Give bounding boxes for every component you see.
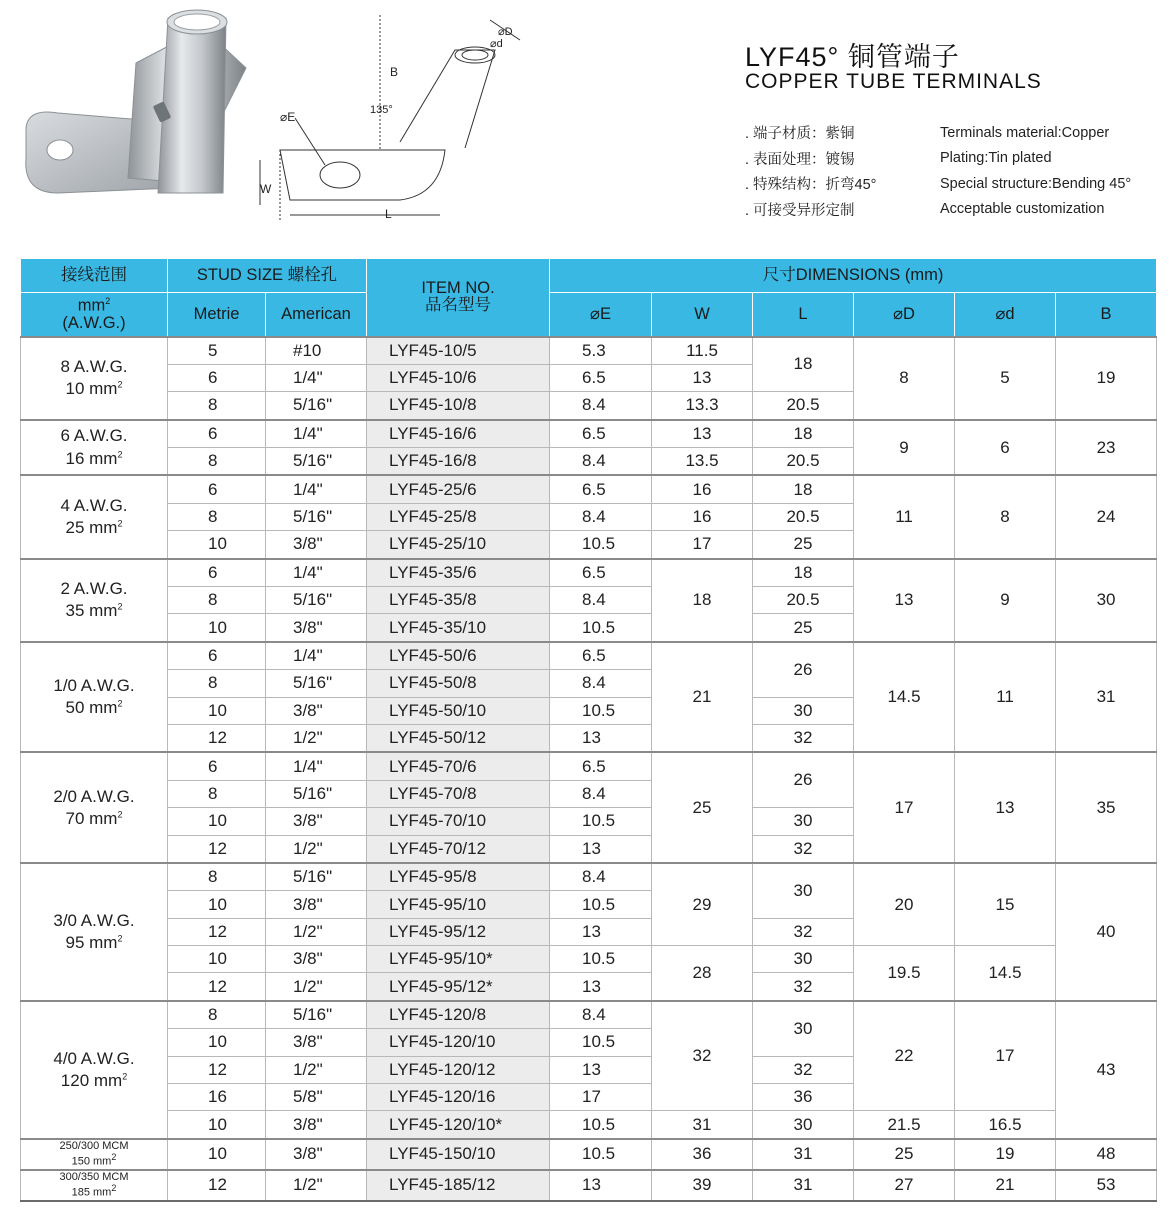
d-cell: 14.5 <box>955 946 1056 1001</box>
l-cell: 30 <box>753 1111 854 1139</box>
D-cell: 27 <box>854 1170 955 1201</box>
w-cell: 31 <box>652 1111 753 1139</box>
metric-cell: 12 <box>168 1056 266 1083</box>
item-cell: LYF45-70/12 <box>367 835 550 863</box>
w-cell: 13 <box>652 420 753 448</box>
header-W: W <box>652 293 753 337</box>
e-cell: 10.5 <box>550 1111 652 1139</box>
item-cell: LYF45-35/6 <box>367 559 550 587</box>
american-cell: 1/4" <box>266 420 367 448</box>
item-cell: LYF45-185/12 <box>367 1170 550 1201</box>
D-cell: 22 <box>854 1001 955 1111</box>
metric-cell: 10 <box>168 1139 266 1170</box>
d-cell: 13 <box>955 752 1056 863</box>
metric-cell: 12 <box>168 835 266 863</box>
range-cell: 250/300 MCM 150 $mm^2$ <box>21 1139 168 1170</box>
american-cell: 5/16" <box>266 780 367 807</box>
e-cell: 8.4 <box>550 863 652 891</box>
header-stud: STUD SIZE 螺栓孔 <box>168 259 367 293</box>
item-cell: LYF45-10/6 <box>367 364 550 391</box>
header-D: ⌀D <box>854 293 955 337</box>
spec-cn: . 端子材质：紫铜 <box>745 126 855 143</box>
D-cell: 19.5 <box>854 946 955 1001</box>
american-cell: 3/8" <box>266 891 367 918</box>
metric-cell: 8 <box>168 863 266 891</box>
l-cell: 26 <box>753 752 854 807</box>
w-cell: 16 <box>652 475 753 503</box>
item-cell: LYF45-10/8 <box>367 392 550 420</box>
label-L: L <box>385 207 392 221</box>
range-cell: 1/0 A.W.G. 50 $mm^2$ <box>21 642 168 753</box>
metric-cell: 8 <box>168 587 266 614</box>
item-cell: LYF45-50/6 <box>367 642 550 670</box>
l-cell: 26 <box>753 642 854 697</box>
e-cell: 8.4 <box>550 780 652 807</box>
item-cell: LYF45-35/8 <box>367 587 550 614</box>
spec-cn: . 表面处理：镀锡 <box>745 151 855 168</box>
d-cell: 11 <box>955 642 1056 753</box>
header-range: 接线范围 <box>21 259 168 293</box>
w-cell: 13 <box>652 364 753 391</box>
l-cell: 18 <box>753 559 854 587</box>
item-cell: LYF45-95/10 <box>367 891 550 918</box>
w-cell: 28 <box>652 946 753 1001</box>
header-d: ⌀d <box>955 293 1056 337</box>
item-cell: LYF45-70/10 <box>367 808 550 835</box>
B-cell: 31 <box>1056 642 1157 753</box>
metric-cell: 8 <box>168 392 266 420</box>
l-cell: 32 <box>753 918 854 945</box>
l-cell: 20.5 <box>753 587 854 614</box>
american-cell: 5/16" <box>266 863 367 891</box>
e-cell: 8.4 <box>550 670 652 697</box>
item-cell: LYF45-70/8 <box>367 780 550 807</box>
header-item <box>367 259 550 337</box>
range-cell: 4/0 A.W.G. 120 $mm^2$ <box>21 1001 168 1139</box>
item-cell: LYF45-50/10 <box>367 697 550 724</box>
B-cell: 40 <box>1056 863 1157 1001</box>
D-cell: 13 <box>854 559 955 642</box>
e-cell: 10.5 <box>550 531 652 559</box>
product-photo <box>18 8 268 223</box>
american-cell: 5/16" <box>266 1001 367 1029</box>
l-cell: 31 <box>753 1170 854 1201</box>
e-cell: 10.5 <box>550 891 652 918</box>
d-cell: 21 <box>955 1170 1056 1201</box>
e-cell: 13 <box>550 835 652 863</box>
item-cell: LYF45-25/6 <box>367 475 550 503</box>
label-angle: 135° <box>370 104 393 116</box>
e-cell: 5.3 <box>550 337 652 365</box>
spec-en: Terminals material:Copper <box>940 124 1110 141</box>
e-cell: 8.4 <box>550 503 652 530</box>
item-cell: LYF45-95/12 <box>367 918 550 945</box>
e-cell: 8.4 <box>550 448 652 476</box>
l-cell: 32 <box>753 724 854 752</box>
page-title: LYF45° 铜管端子 <box>745 42 960 72</box>
metric-cell: 10 <box>168 531 266 559</box>
table-row <box>21 642 1157 670</box>
e-cell: 8.4 <box>550 587 652 614</box>
american-cell: 5/16" <box>266 670 367 697</box>
item-cell: LYF45-95/10* <box>367 946 550 973</box>
e-cell: 6.5 <box>550 559 652 587</box>
item-cell: LYF45-50/12 <box>367 724 550 752</box>
page-subtitle: COPPER TUBE TERMINALS <box>745 70 1042 93</box>
D-cell: 14.5 <box>854 642 955 753</box>
american-cell: 5/16" <box>266 448 367 476</box>
table-row <box>21 752 1157 780</box>
metric-cell: 12 <box>168 918 266 945</box>
spec-en: Special structure:Bending 45° <box>940 175 1132 192</box>
e-cell: 13 <box>550 724 652 752</box>
item-cell: LYF45-120/8 <box>367 1001 550 1029</box>
header-item-cn: 品名型号 <box>425 296 492 315</box>
l-cell: 18 <box>753 337 854 392</box>
d-cell: 17 <box>955 1001 1056 1111</box>
l-cell: 20.5 <box>753 503 854 530</box>
american-cell: 1/2" <box>266 973 367 1001</box>
metric-cell: 10 <box>168 808 266 835</box>
B-cell: 48 <box>1056 1139 1157 1170</box>
e-cell: 10.5 <box>550 614 652 642</box>
item-cell: LYF45-50/8 <box>367 670 550 697</box>
metric-cell: 8 <box>168 780 266 807</box>
D-cell: 8 <box>854 337 955 420</box>
e-cell: 10.5 <box>550 946 652 973</box>
table-row <box>21 1001 1157 1029</box>
l-cell: 31 <box>753 1139 854 1170</box>
item-cell: LYF45-10/5 <box>367 337 550 365</box>
e-cell: 17 <box>550 1084 652 1111</box>
B-cell: 24 <box>1056 475 1157 558</box>
american-cell: 5/8" <box>266 1084 367 1111</box>
range-cell: 8 A.W.G. 10 $mm^2$ <box>21 337 168 420</box>
spec-row <box>745 197 1165 223</box>
metric-cell: 10 <box>168 614 266 642</box>
w-cell: 16 <box>652 503 753 530</box>
B-cell: 23 <box>1056 420 1157 476</box>
metric-cell: 10 <box>168 697 266 724</box>
header-B: B <box>1056 293 1157 337</box>
american-cell: 3/8" <box>266 1029 367 1056</box>
w-cell: 36 <box>652 1139 753 1170</box>
item-cell: LYF45-25/8 <box>367 503 550 530</box>
range-cell: 6 A.W.G. 16 $mm^2$ <box>21 420 168 476</box>
B-cell: 53 <box>1056 1170 1157 1201</box>
metric-cell: 12 <box>168 1170 266 1201</box>
l-cell: 30 <box>753 946 854 973</box>
d-cell: 16.5 <box>955 1111 1056 1139</box>
american-cell: 1/4" <box>266 475 367 503</box>
label-B: B <box>390 65 399 79</box>
metric-cell: 6 <box>168 475 266 503</box>
label-W: W <box>260 182 272 196</box>
e-cell: 13 <box>550 1170 652 1201</box>
e-cell: 10.5 <box>550 1029 652 1056</box>
e-cell: 10.5 <box>550 808 652 835</box>
american-cell: 3/8" <box>266 1111 367 1139</box>
l-cell: 18 <box>753 420 854 448</box>
header-metric: Metrie <box>168 293 266 337</box>
item-cell: LYF45-120/10* <box>367 1111 550 1139</box>
item-cell: LYF45-16/6 <box>367 420 550 448</box>
metric-cell: 8 <box>168 1001 266 1029</box>
w-cell: 21 <box>652 642 753 753</box>
american-cell: 5/16" <box>266 503 367 530</box>
spec-row <box>745 120 1165 146</box>
w-cell: 13.3 <box>652 392 753 420</box>
american-cell: 3/8" <box>266 531 367 559</box>
l-cell: 30 <box>753 863 854 918</box>
w-cell: 25 <box>652 752 753 863</box>
d-cell: 8 <box>955 475 1056 558</box>
l-cell: 20.5 <box>753 392 854 420</box>
table-row <box>21 559 1157 587</box>
e-cell: 13 <box>550 973 652 1001</box>
technical-drawing <box>250 10 550 230</box>
american-cell: 1/2" <box>266 1170 367 1201</box>
american-cell: #10 <box>266 337 367 365</box>
metric-cell: 6 <box>168 559 266 587</box>
B-cell: 30 <box>1056 559 1157 642</box>
metric-cell: 12 <box>168 724 266 752</box>
table-row <box>21 1170 1157 1201</box>
range-cell: 3/0 A.W.G. 95 $mm^2$ <box>21 863 168 1001</box>
metric-cell: 5 <box>168 337 266 365</box>
item-cell: LYF45-120/16 <box>367 1084 550 1111</box>
item-cell: LYF45-25/10 <box>367 531 550 559</box>
l-cell: 36 <box>753 1084 854 1111</box>
d-cell: 9 <box>955 559 1056 642</box>
header-L: L <box>753 293 854 337</box>
e-cell: 13 <box>550 1056 652 1083</box>
american-cell: 1/4" <box>266 642 367 670</box>
american-cell: 1/2" <box>266 724 367 752</box>
metric-cell: 16 <box>168 1084 266 1111</box>
e-cell: 6.5 <box>550 642 652 670</box>
header-american: American <box>266 293 367 337</box>
B-cell: 35 <box>1056 752 1157 863</box>
metric-cell: 6 <box>168 642 266 670</box>
e-cell: 10.5 <box>550 1139 652 1170</box>
american-cell: 1/2" <box>266 1056 367 1083</box>
e-cell: 6.5 <box>550 364 652 391</box>
table-row <box>21 337 1157 365</box>
american-cell: 3/8" <box>266 1139 367 1170</box>
item-cell: LYF45-70/6 <box>367 752 550 780</box>
range-cell: 300/350 MCM 185 $mm^2$ <box>21 1170 168 1201</box>
w-cell: 29 <box>652 863 753 946</box>
l-cell: 18 <box>753 475 854 503</box>
e-cell: 6.5 <box>550 752 652 780</box>
B-cell: 43 <box>1056 1001 1157 1139</box>
label-d: ⌀d <box>490 38 503 50</box>
spec-row <box>745 146 1165 172</box>
l-cell: 32 <box>753 835 854 863</box>
D-cell: 9 <box>854 420 955 476</box>
american-cell: 1/4" <box>266 559 367 587</box>
d-cell: 6 <box>955 420 1056 476</box>
header-E: ⌀E <box>550 293 652 337</box>
D-cell: 21.5 <box>854 1111 955 1139</box>
e-cell: 6.5 <box>550 475 652 503</box>
l-cell: 25 <box>753 614 854 642</box>
table-row <box>21 1111 1157 1139</box>
spec-cn: . 可接受异形定制 <box>745 202 855 219</box>
american-cell: 3/8" <box>266 697 367 724</box>
item-cell: LYF45-95/8 <box>367 863 550 891</box>
american-cell: 3/8" <box>266 808 367 835</box>
item-cell: LYF45-16/8 <box>367 448 550 476</box>
label-D: ⌀D <box>498 26 513 38</box>
l-cell: 30 <box>753 1001 854 1056</box>
american-cell: 1/2" <box>266 918 367 945</box>
american-cell: 5/16" <box>266 587 367 614</box>
header-item-en: ITEM NO. <box>421 278 495 297</box>
B-cell: 19 <box>1056 337 1157 420</box>
w-cell: 17 <box>652 531 753 559</box>
d-cell: 15 <box>955 863 1056 946</box>
table-row <box>21 475 1157 503</box>
american-cell: 3/8" <box>266 614 367 642</box>
american-cell: 1/4" <box>266 752 367 780</box>
table-row <box>21 1139 1157 1170</box>
d-cell: 5 <box>955 337 1056 420</box>
w-cell: 18 <box>652 559 753 642</box>
american-cell: 1/4" <box>266 364 367 391</box>
spec-en: Acceptable customization <box>940 201 1105 218</box>
table-row <box>21 863 1157 891</box>
w-cell: 39 <box>652 1170 753 1201</box>
l-cell: 30 <box>753 808 854 835</box>
item-cell: LYF45-120/10 <box>367 1029 550 1056</box>
e-cell: 13 <box>550 918 652 945</box>
l-cell: 20.5 <box>753 448 854 476</box>
american-cell: 1/2" <box>266 835 367 863</box>
item-cell: LYF45-150/10 <box>367 1139 550 1170</box>
l-cell: 30 <box>753 697 854 724</box>
metric-cell: 10 <box>168 891 266 918</box>
metric-cell: 8 <box>168 670 266 697</box>
spec-list <box>745 120 1165 222</box>
range-cell: 2 A.W.G. 35 $mm^2$ <box>21 559 168 642</box>
item-cell: LYF45-35/10 <box>367 614 550 642</box>
w-cell: 11.5 <box>652 337 753 365</box>
e-cell: 8.4 <box>550 1001 652 1029</box>
e-cell: 10.5 <box>550 697 652 724</box>
american-cell: 3/8" <box>266 946 367 973</box>
spec-table <box>20 258 1157 1202</box>
e-cell: 8.4 <box>550 392 652 420</box>
w-cell: 13.5 <box>652 448 753 476</box>
e-cell: 6.5 <box>550 420 652 448</box>
spec-row <box>745 171 1165 197</box>
D-cell: 11 <box>854 475 955 558</box>
item-cell: LYF45-120/12 <box>367 1056 550 1083</box>
metric-cell: 8 <box>168 503 266 530</box>
spec-en: Plating:Tin plated <box>940 150 1052 167</box>
l-cell: 32 <box>753 1056 854 1083</box>
metric-cell: 10 <box>168 1111 266 1139</box>
metric-cell: 10 <box>168 1029 266 1056</box>
header-range-unit: $mm^2$ (A.W.G.) <box>21 293 168 337</box>
range-cell: 2/0 A.W.G. 70 $mm^2$ <box>21 752 168 863</box>
D-cell: 17 <box>854 752 955 863</box>
D-cell: 25 <box>854 1139 955 1170</box>
label-E: ⌀E <box>280 110 296 124</box>
w-cell: 32 <box>652 1001 753 1111</box>
l-cell: 25 <box>753 531 854 559</box>
item-cell: LYF45-95/12* <box>367 973 550 1001</box>
american-cell: 5/16" <box>266 392 367 420</box>
metric-cell: 6 <box>168 752 266 780</box>
D-cell: 20 <box>854 863 955 946</box>
metric-cell: 6 <box>168 364 266 391</box>
metric-cell: 6 <box>168 420 266 448</box>
metric-cell: 8 <box>168 448 266 476</box>
d-cell: 19 <box>955 1139 1056 1170</box>
metric-cell: 12 <box>168 973 266 1001</box>
header-dimensions: 尺寸DIMENSIONS (mm) <box>550 259 1157 293</box>
l-cell: 32 <box>753 973 854 1001</box>
table-row <box>21 946 1157 973</box>
table-row <box>21 420 1157 448</box>
range-cell: 4 A.W.G. 25 $mm^2$ <box>21 475 168 558</box>
spec-cn: . 特殊结构：折弯45° <box>745 177 877 194</box>
metric-cell: 10 <box>168 946 266 973</box>
